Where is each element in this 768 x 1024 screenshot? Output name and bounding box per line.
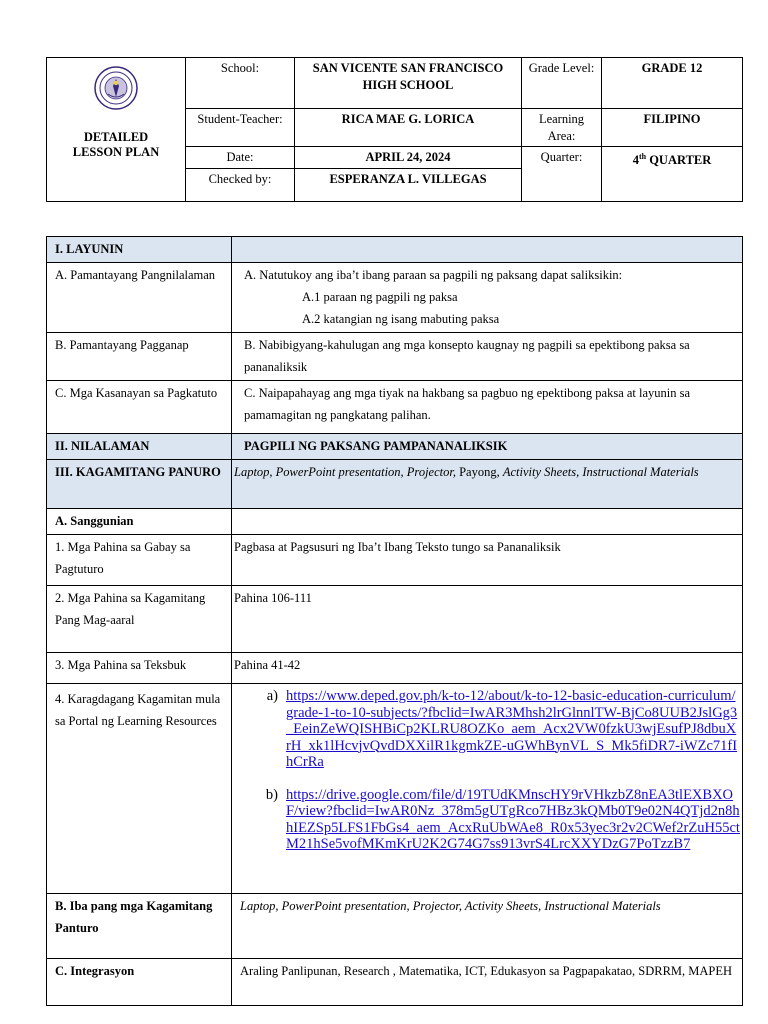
objective-a1-text: A.1 paraan ng pagpili ng paksa <box>302 290 458 304</box>
objective-a-text: A. Natutukoy ang iba’t ibang paraan sa pagpili ng paksang dapat saliksikin: <box>244 268 623 282</box>
iba-pang-kagamitan-title: B. Iba pang mga Kagamitang Panturo <box>47 894 232 959</box>
resource-link-item <box>234 787 740 853</box>
list-marker: a) <box>266 688 278 704</box>
learning-area-value: FILIPINO <box>602 109 743 147</box>
pamantayang-pagganap-label: B. Pamantayang Pagganap <box>47 333 232 381</box>
learning-area-label: Learning Area: <box>522 109 602 147</box>
teksbuk-label: 3. Mga Pahina sa Teksbuk <box>47 653 232 684</box>
student-teacher-value: RICA MAE G. LORICA <box>295 109 522 147</box>
resource-link-list <box>234 688 740 853</box>
sanggunian-title: A. Sanggunian <box>47 509 232 535</box>
resource-link-item <box>234 688 740 771</box>
section-layunin-title: I. LAYUNIN <box>47 237 232 263</box>
school-value: SAN VICENTE SAN FRANCISCO HIGH SCHOOL <box>295 58 522 109</box>
list-marker: b) <box>265 786 278 803</box>
objective-b-text: B. Nabibigyang-kahulugan ang mga konsepto kaugnay ng pagpili sa epektibong paksa sa pananaliksik <box>244 338 690 374</box>
quarter-value: 4th QUARTER <box>602 147 743 202</box>
section-nilalaman-title: II. NILALAMAN <box>47 434 232 460</box>
deped-seal-icon <box>94 66 138 110</box>
integrasyon-value: Araling Panlipunan, Research , Matematika, ICT, Edukasyon sa Pagpapakatao, SDRRM, MAPEH <box>232 959 743 1006</box>
section-kagamitan-value: Laptop, PowerPoint presentation, Projector, Payong, Activity Sheets, Instructional Materials <box>232 460 743 509</box>
deped-curriculum-link[interactable]: https://www.deped.gov.ph/k-to-12/about/k-to-12-basic-education-curriculum/grade-1-to-10-subjects/?fbclid=IwAR3Mhsh2lrGlnnlTW-BjCo8UUB2JslGg3_EeinZeWQISHBiCp2KLRU8OZKo_aem_Acx2VW0fzkU3wjEsufPJ8dbuXrH_xk1lHcvjvQvdDXXilR1kgmkZE-uGWhBynVL_S_Mk5fiDR7-iWZc71fIhCrRa <box>286 688 738 770</box>
school-label: School: <box>186 58 295 109</box>
kasanayan-label: C. Mga Kasanayan sa Pagkatuto <box>47 381 232 434</box>
document-title: DETAILED LESSON PLAN <box>72 129 160 159</box>
integrasyon-title: C. Integrasyon <box>47 959 232 1006</box>
section-nilalaman-value: PAGPILI NG PAKSANG PAMPANANALIKSIK <box>232 434 743 460</box>
checked-by-value: ESPERANZA L. VILLEGAS <box>295 168 522 201</box>
section-layunin-blank <box>232 237 743 263</box>
pamantayang-pangnilalaman-content <box>232 263 743 333</box>
lesson-plan-table <box>46 236 743 1006</box>
pamantayang-pangnilalaman-label: A. Pamantayang Pangnilalaman <box>47 263 232 333</box>
karagdagang-kagamitan-links <box>232 684 743 894</box>
google-drive-link[interactable]: https://drive.google.com/file/d/19TUdKMnscHY9rVHkzbZ8nEA3tlEXBXOF/view?fbclid=IwAR0Nz_378m5gUTgRco7HBz3kQMb0T9e02N4QTjd2n8hhIEZSp5LFS1FbGs4_aem_AcxRuUbWAe8_R0x53yec3r2v2CWef2rZuH55ctM21hSe5vofMKmKrU2K2G74G7ss913vrS4LrcXXYDzG7PoTzzB7 <box>286 786 740 852</box>
logo-cell <box>47 58 186 202</box>
quarter-label: Quarter: <box>522 147 602 202</box>
iba-pang-kagamitan-value: Laptop, PowerPoint presentation, Projector, Activity Sheets, Instructional Materials <box>232 894 743 959</box>
teksbuk-value: Pahina 41-42 <box>232 653 743 684</box>
date-label: Date: <box>186 147 295 169</box>
date-value: APRIL 24, 2024 <box>295 147 522 169</box>
section-kagamitan-title: III. KAGAMITANG PANURO <box>47 460 232 509</box>
objective-a2-text: A.2 katangian ng isang mabuting paksa <box>302 312 500 326</box>
grade-level-value: GRADE 12 <box>602 58 743 109</box>
student-teacher-label: Student-Teacher: <box>186 109 295 147</box>
objective-c-text: C. Naipapahayag ang mga tiyak na hakbang sa pagbuo ng epektibong paksa at layunin sa pamamagitan ng pangkatang palihan. <box>244 386 691 422</box>
pamantayang-pagganap-content <box>232 333 743 381</box>
kagamitang-pang-mag-aaral-value: Pahina 106-111 <box>232 586 743 653</box>
kagamitang-pang-mag-aaral-label: 2. Mga Pahina sa Kagamitang Pang Mag-aaral <box>47 586 232 653</box>
checked-by-label: Checked by: <box>186 168 295 201</box>
header-table <box>46 57 743 202</box>
karagdagang-kagamitan-label: 4. Karagdagang Kagamitan mula sa Portal ng Learning Resources <box>47 684 232 894</box>
gabay-value: Pagbasa at Pagsusuri ng Iba’t Ibang Teksto tungo sa Pananaliksik <box>232 535 743 586</box>
gabay-label: 1. Mga Pahina sa Gabay sa Pagtuturo <box>47 535 232 586</box>
kasanayan-content <box>232 381 743 434</box>
sanggunian-blank <box>232 509 743 535</box>
grade-level-label: Grade Level: <box>522 58 602 109</box>
